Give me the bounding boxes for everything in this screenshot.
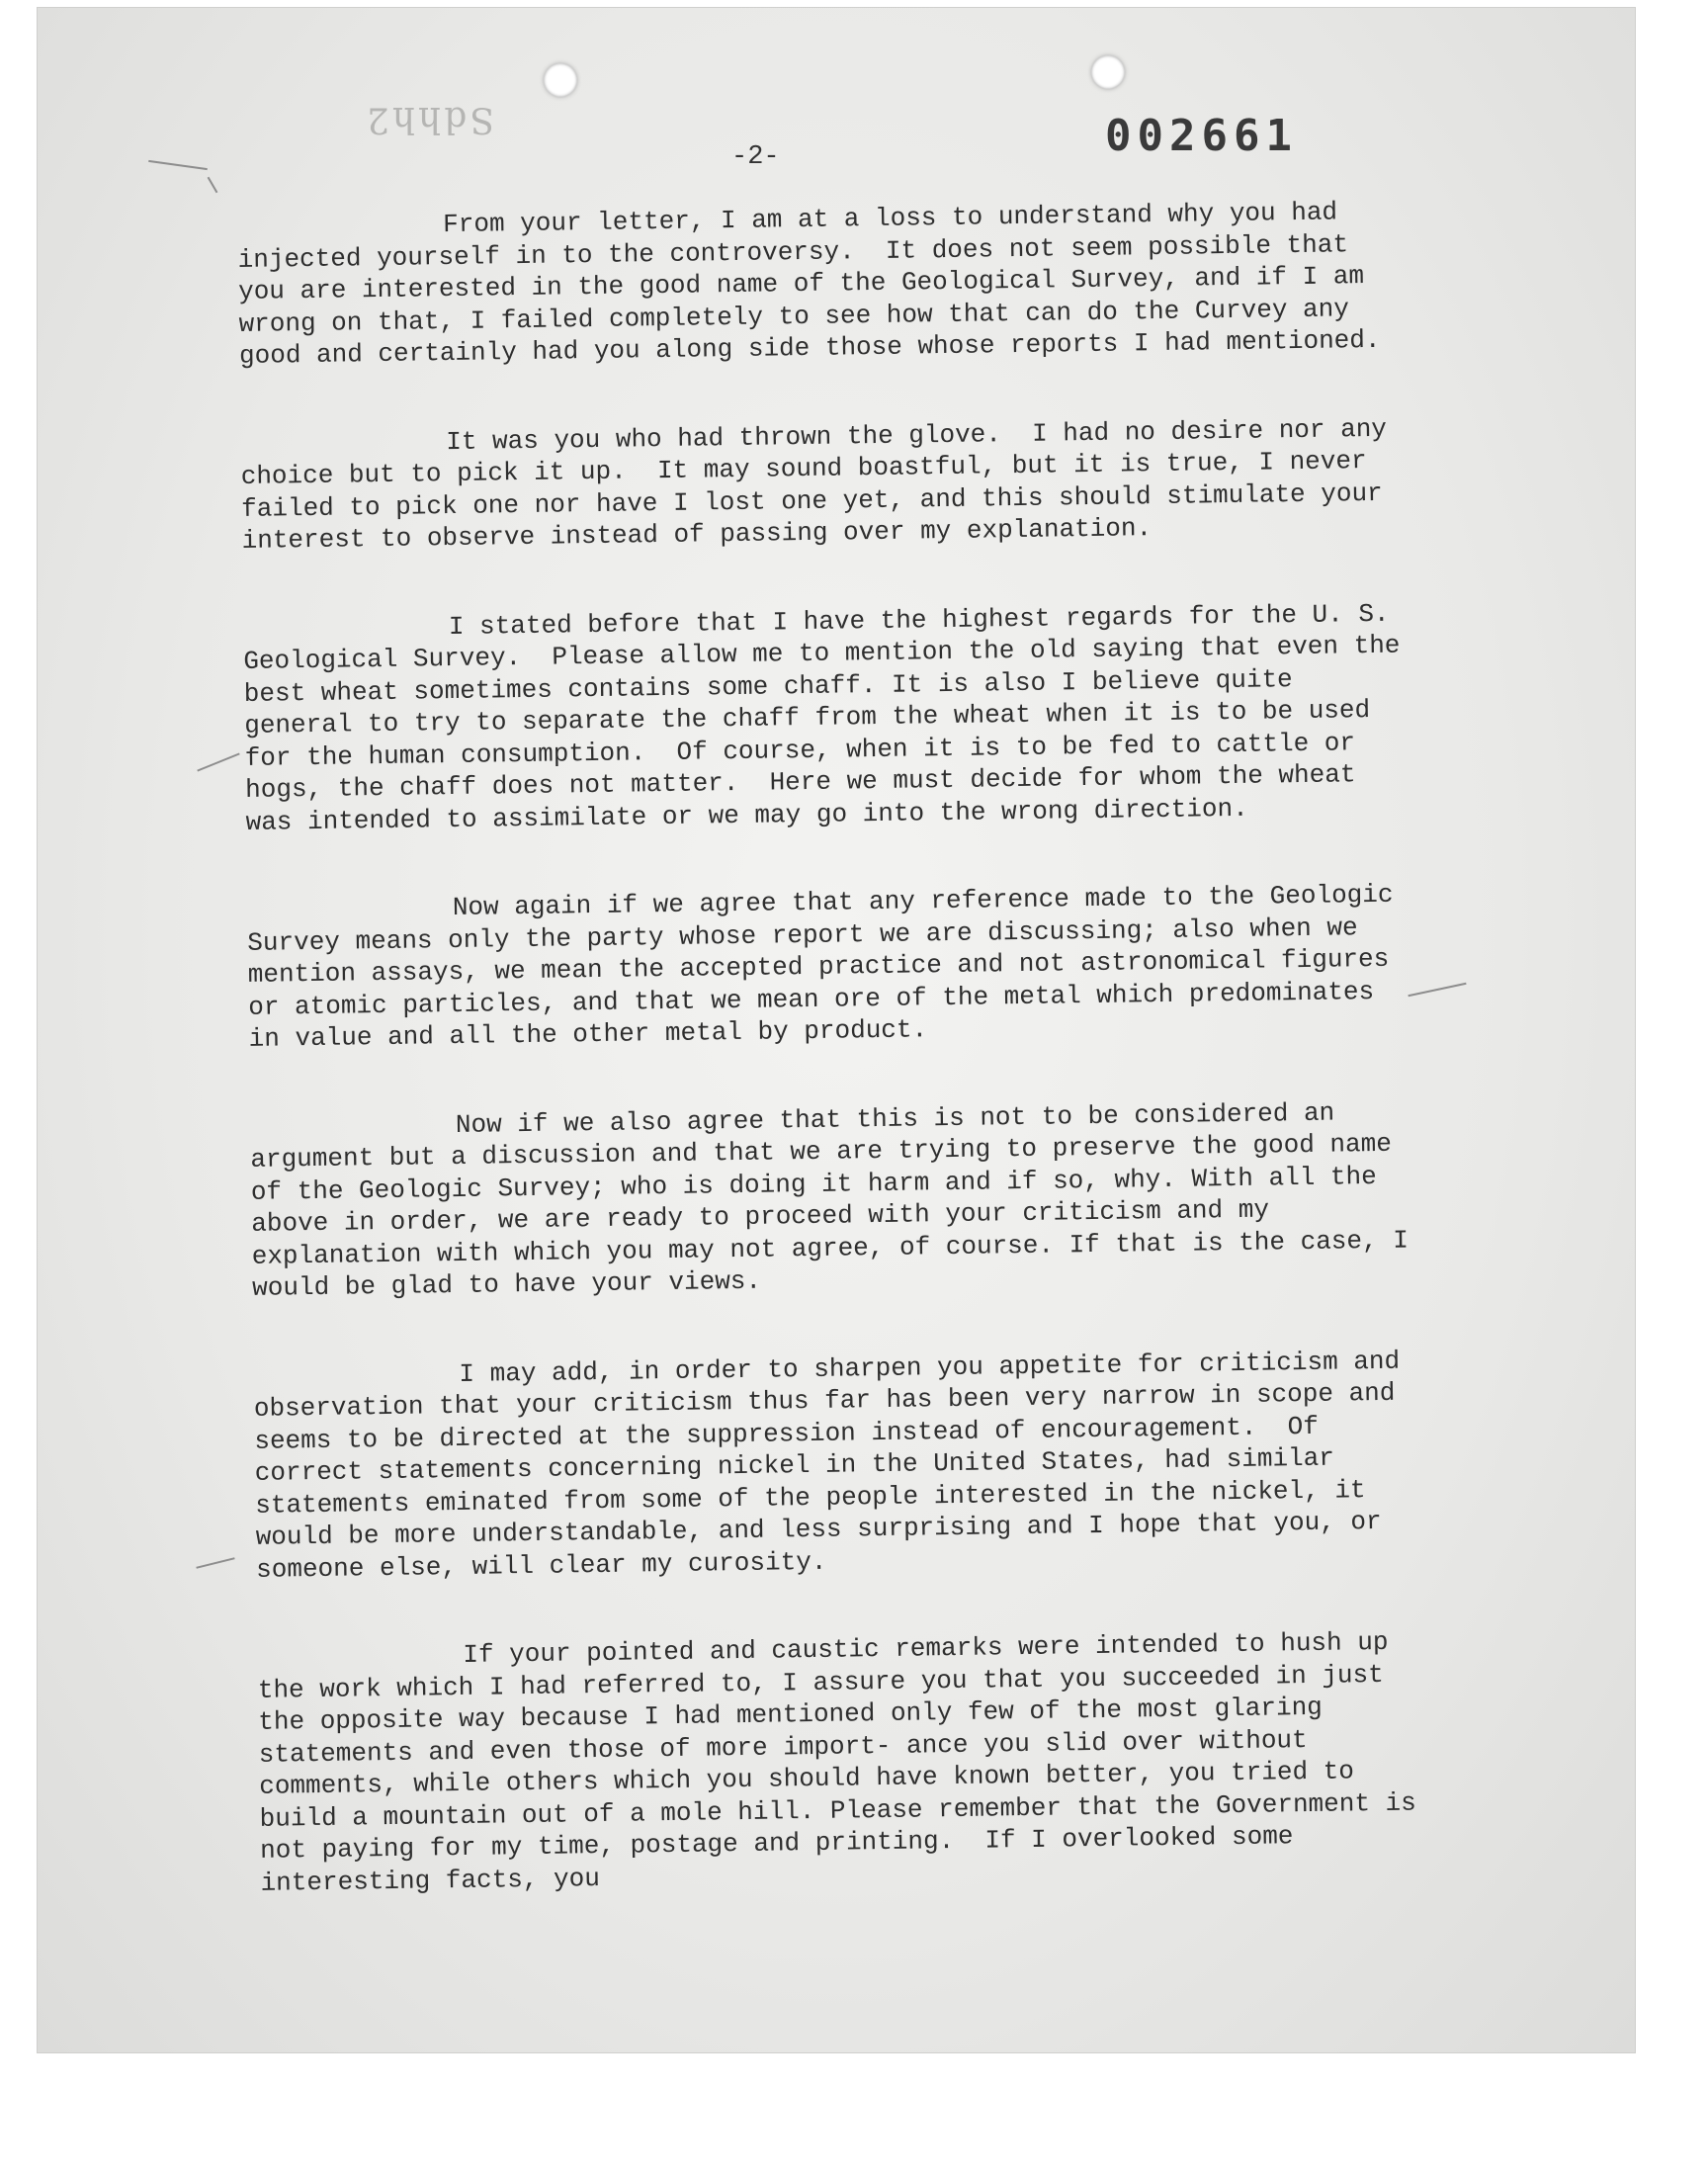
document-number: 002661 [1105,111,1298,161]
paragraph: I stated before that I have the highest regards for the U. S. Geological Survey. Please allow me to mention the old saying that even the best wheat sometimes contains some chaff. It is also I believe quite general to try to separate the chaff from the wheat when it is to be used for the human consumption. Of course, when it is to be fed to cattle or hogs, the chaff does not matter. Here we must decide for whom the wheat was intended to assimilate or we may go into the wrong direction. [243,598,1416,837]
punch-hole [1091,55,1125,89]
page-number: -2- [731,142,780,172]
paragraph: Now if we also agree that this is not to be considered an argument but a discussion and that we are trying to preserve the good name of the Geologic Survey; who is doing it harm and if so, why. With all the above in order, we are ready to proceed with your criticism and my explanation with which you may not agree, of course. If that is the case, I would be glad to have your views. [250,1096,1424,1303]
handwritten-note: Sdhh2 [364,99,494,139]
paragraph: If your pointed and caustic remarks were intended to hush up the work which I had referred to, I assure you that you succeeded in just the opposite way because I had mentioned only few of the most glaring statements and even those of more import- ance you slid over without comments, while others which you should have known better, you tried to build a mountain out of a mole hill. Please remember that the Government is not paying for my time, postage and printing. If I overlooked some interesting facts, you [257,1626,1432,1898]
margin-mark [148,160,208,170]
letter-body [237,196,1432,1956]
paragraph: From your letter, I am at a loss to understand why you had injected yourself in to the controversy. It does not seem possible that you are interested in the good name of the Geological Survey, and if I am wrong on that, I failed completely to see how that can do the Curvey any good and certainly had you along side those whose reports I had mentioned. [237,197,1381,371]
punch-hole [544,63,577,97]
margin-mark [196,1557,234,1569]
paragraph: Now again if we agree that any reference made to the Geologic Survey means only the party whose report we are discussing; also when we mention assays, we mean the accepted practice and not astronomical figures or atomic particles, and that we mean ore of the metal which predominates in value and all the other metal by product. [247,879,1409,1054]
margin-mark [208,177,218,194]
paragraph: It was you who had thrown the glove. I had no desire nor any choice but to pick it up. It may sound boastful, but it is true, I never failed to pick one nor have I lost one yet, and this should stimulate your interest to observe instead of passing over my explanation. [240,413,1403,556]
document-page [38,8,1635,2052]
margin-mark [1408,983,1466,997]
paragraph: I may add, in order to sharpen you appetite for criticism and observation that your criticism thus far has been very narrow in scope and seems to be directed at the suppression instead of encouragement. Of correct statements concerning nickel in the United States, had similar statements eminated from some of the people interested in the nickel, it would be more understandable, and less surprising and I hope that you, or someone else, will clear my curosity. [253,1345,1415,1585]
margin-mark [197,752,239,771]
